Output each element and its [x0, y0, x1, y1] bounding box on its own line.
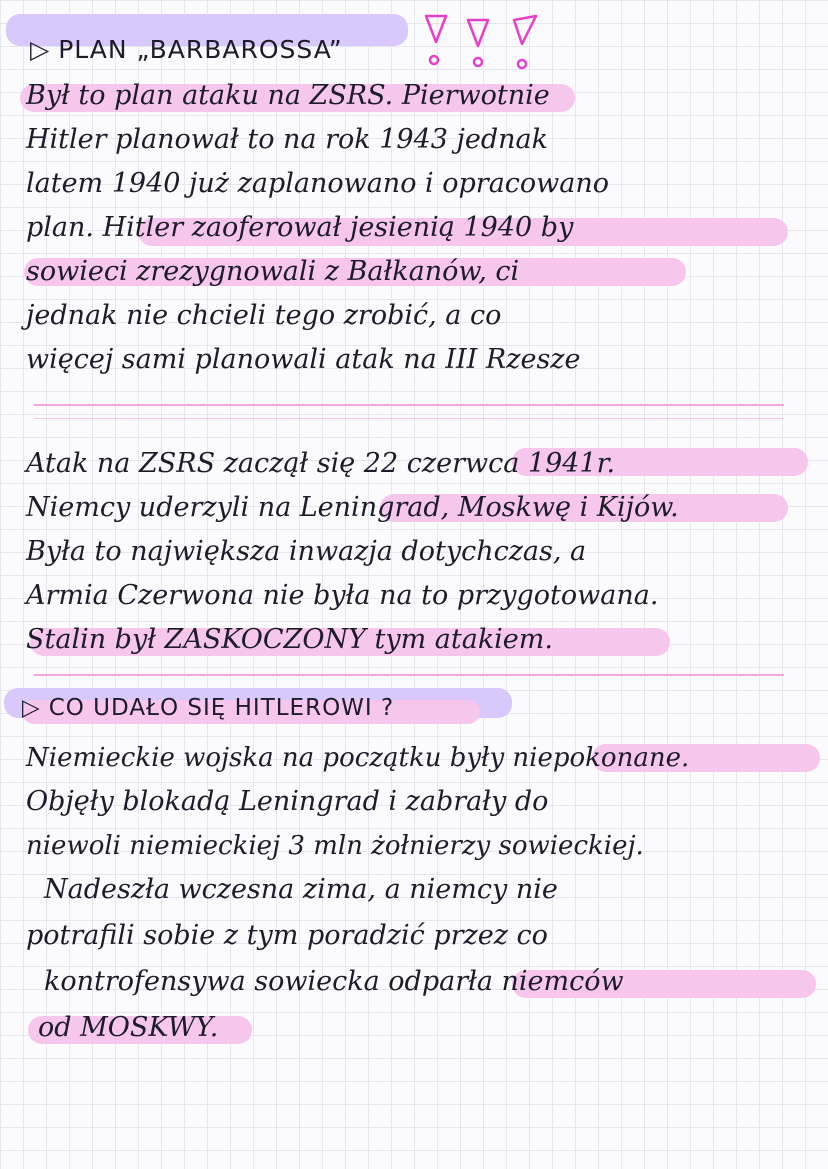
section-divider — [34, 404, 784, 406]
paragraph-line: od MOSKWY. — [38, 1012, 219, 1043]
paragraph-line: Niemcy uderzyli na Leningrad, Moskwę i Kijów. — [26, 492, 679, 523]
paragraph-line: latem 1940 już zaplanowano i opracowano — [26, 168, 610, 199]
paragraph-line: Atak na ZSRS zaczął się 22 czerwca 1941r. — [26, 448, 616, 479]
paragraph-line: Hitler planował to na rok 1943 jednak — [26, 124, 548, 155]
paragraph-line: kontrofensywa sowiecka odparła niemców — [44, 966, 624, 997]
exclamation-icon — [418, 10, 558, 70]
section-heading-plan-barbarossa — [30, 32, 343, 68]
section-divider-thin — [34, 418, 784, 419]
paragraph-line: Nadeszła wczesna zima, a niemcy nie — [44, 874, 558, 905]
paragraph-line: Objęły blokadą Leningrad i zabrały do — [26, 786, 549, 817]
paragraph-line: Armia Czerwona nie była na to przygotowana. — [26, 580, 659, 611]
triangle-icon: ▷ — [30, 35, 51, 64]
heading-text: PLAN „BARBAROSSA” — [58, 35, 343, 64]
paragraph-line: więcej sami planowali atak na III Rzesze — [26, 344, 581, 375]
section-heading-co-udalo-sie — [22, 690, 394, 726]
paragraph-line: jednak nie chcieli tego zrobić, a co — [26, 300, 502, 331]
paragraph-line: plan. Hitler zaoferował jesienią 1940 by — [26, 212, 574, 243]
heading-text: CO UDAŁO SIĘ HITLEROWI ? — [48, 695, 395, 721]
paragraph-line: Stalin był ZASKOCZONY tym atakiem. — [26, 624, 553, 655]
section-divider — [34, 674, 784, 676]
paragraph-line: Niemieckie wojska na początku były niepokonane. — [26, 743, 690, 773]
paragraph-line: Była to największa inwazja dotychczas, a — [26, 536, 587, 567]
triangle-icon: ▷ — [22, 695, 41, 721]
paragraph-line: niewoli niemieckiej 3 mln żołnierzy sowieckiej. — [26, 831, 644, 861]
paragraph-line: potrafili sobie z tym poradzić przez co — [26, 920, 548, 951]
paragraph-line: Był to plan ataku na ZSRS. Pierwotnie — [26, 80, 550, 111]
paragraph-line: sowieci zrezygnowali z Bałkanów, ci — [26, 256, 520, 287]
